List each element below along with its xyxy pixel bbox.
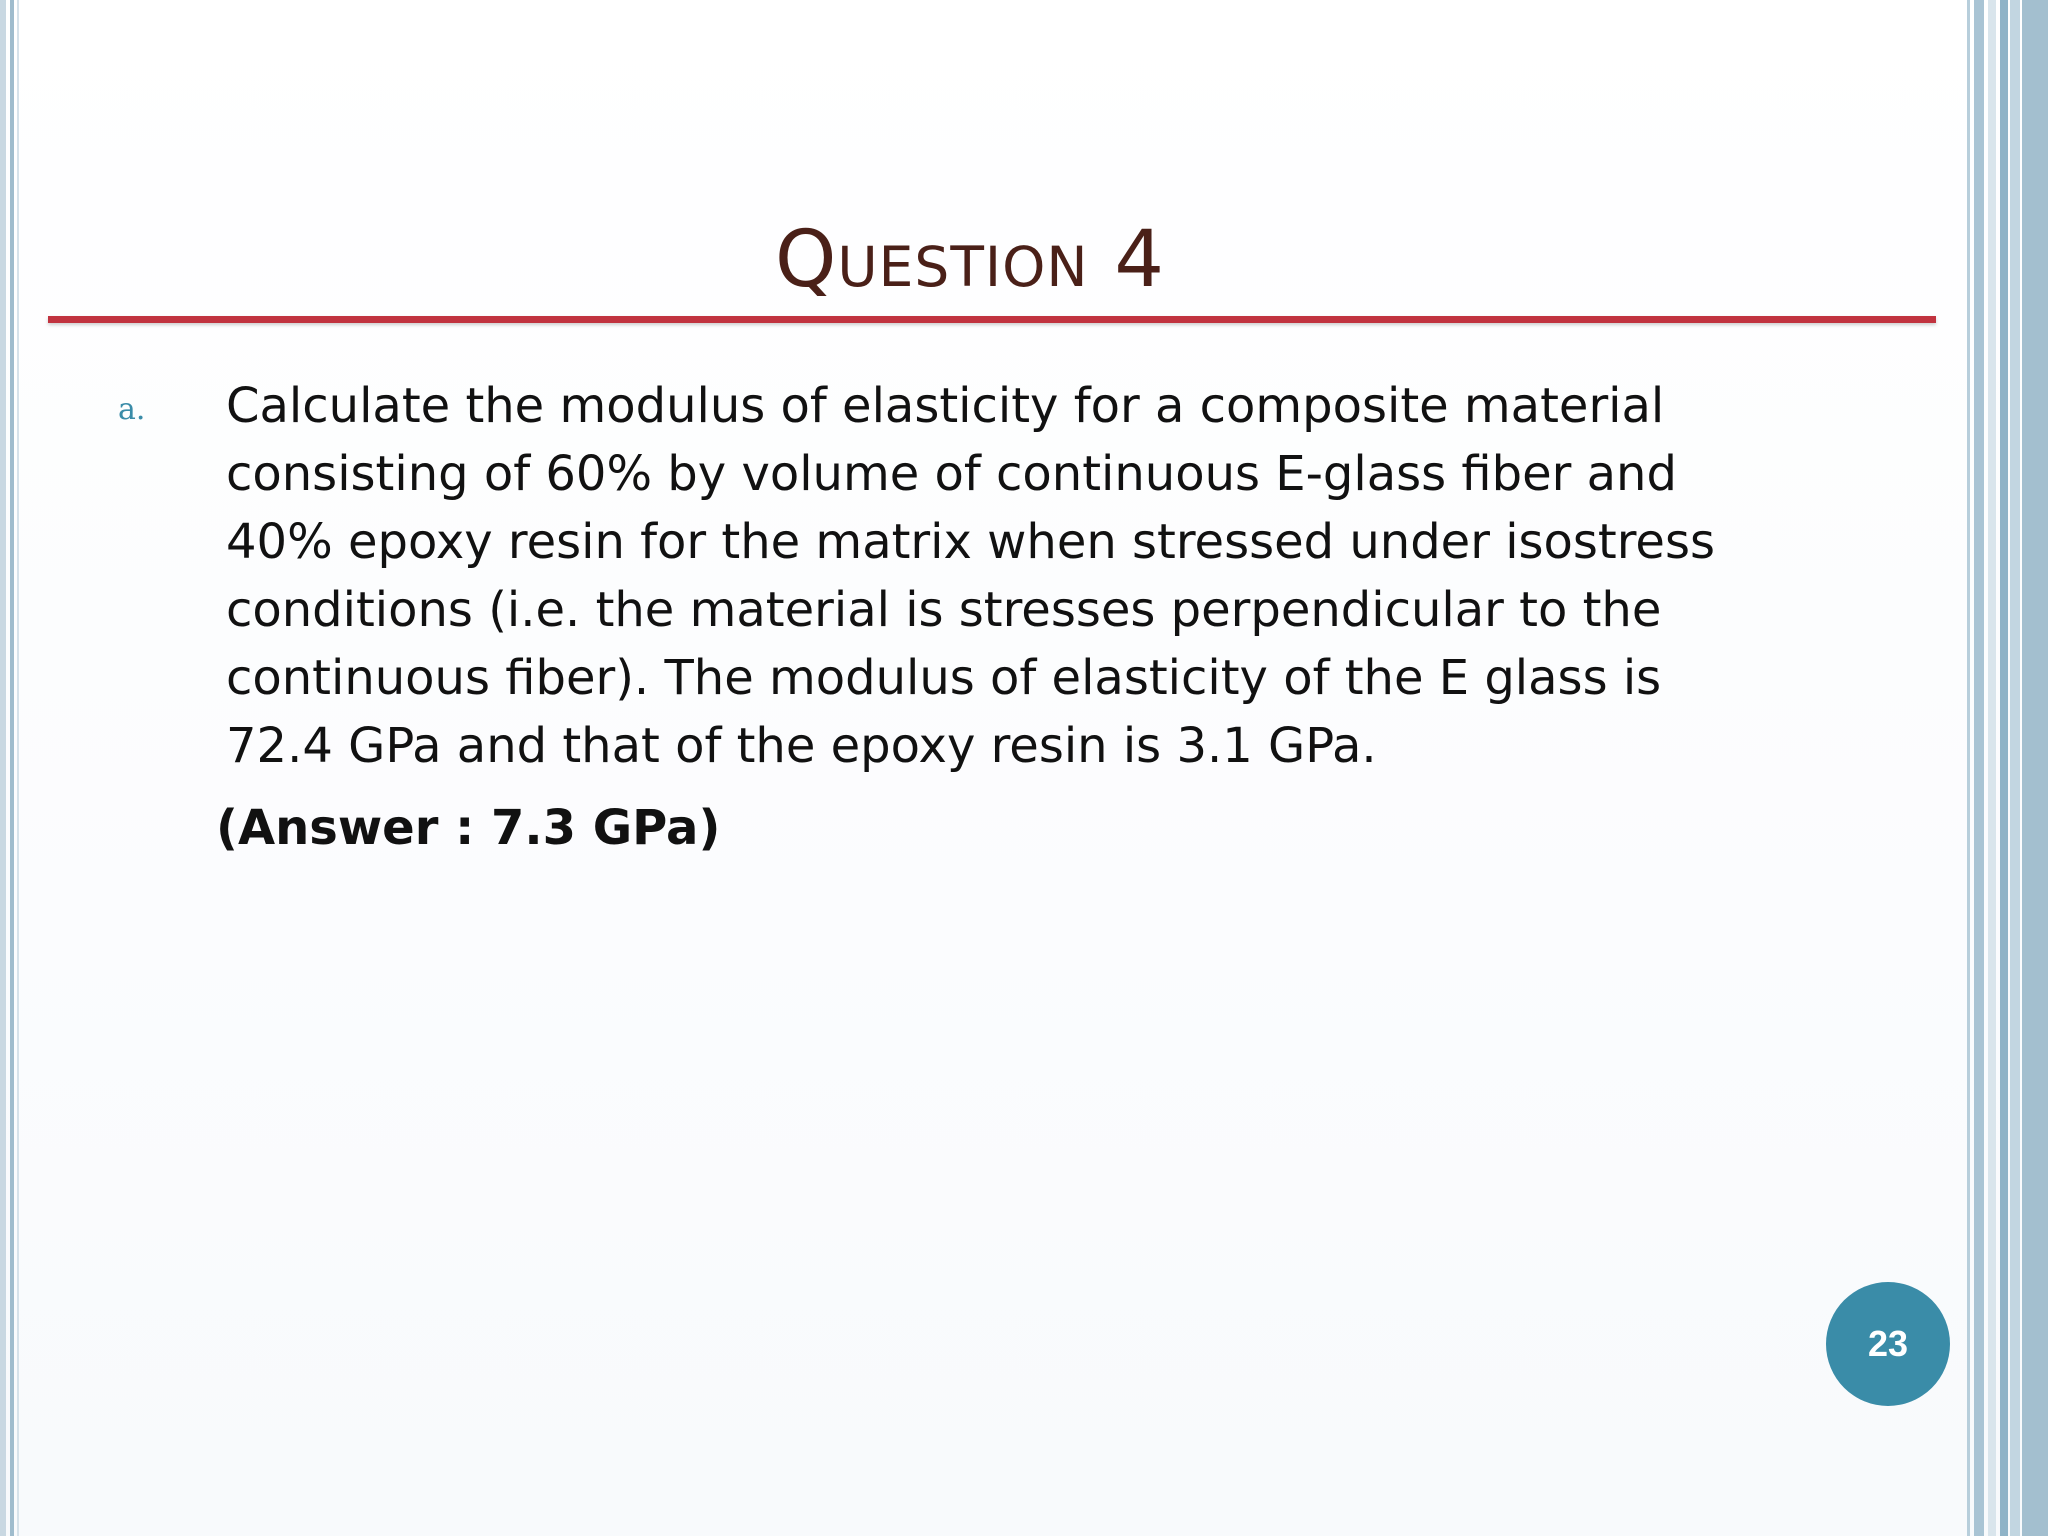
slide-title: Question 4: [775, 215, 1165, 305]
list-item: [118, 372, 1758, 780]
list-item-marker: a.: [118, 392, 146, 427]
page-number-badge: [1826, 1282, 1950, 1406]
question-text: Calculate the modulus of elasticity for a composite material consisting of 60% by volume of continuous E-glass fiber and 40% epoxy resin for the matrix when stressed under isostress conditions (i.e. the material is stresses perpendicular to the continuous fiber). The modulus of elasticity of the E glass is 72.4 GPa and that of the epoxy resin is 3.1 GPa.: [226, 378, 1715, 774]
slide-content: [118, 372, 1758, 862]
title-divider: [48, 316, 1936, 323]
answer-text: (Answer : 7.3 GPa): [216, 800, 721, 856]
right-border-decoration: [1964, 0, 2048, 1536]
page-number: 23: [1867, 1323, 1909, 1364]
